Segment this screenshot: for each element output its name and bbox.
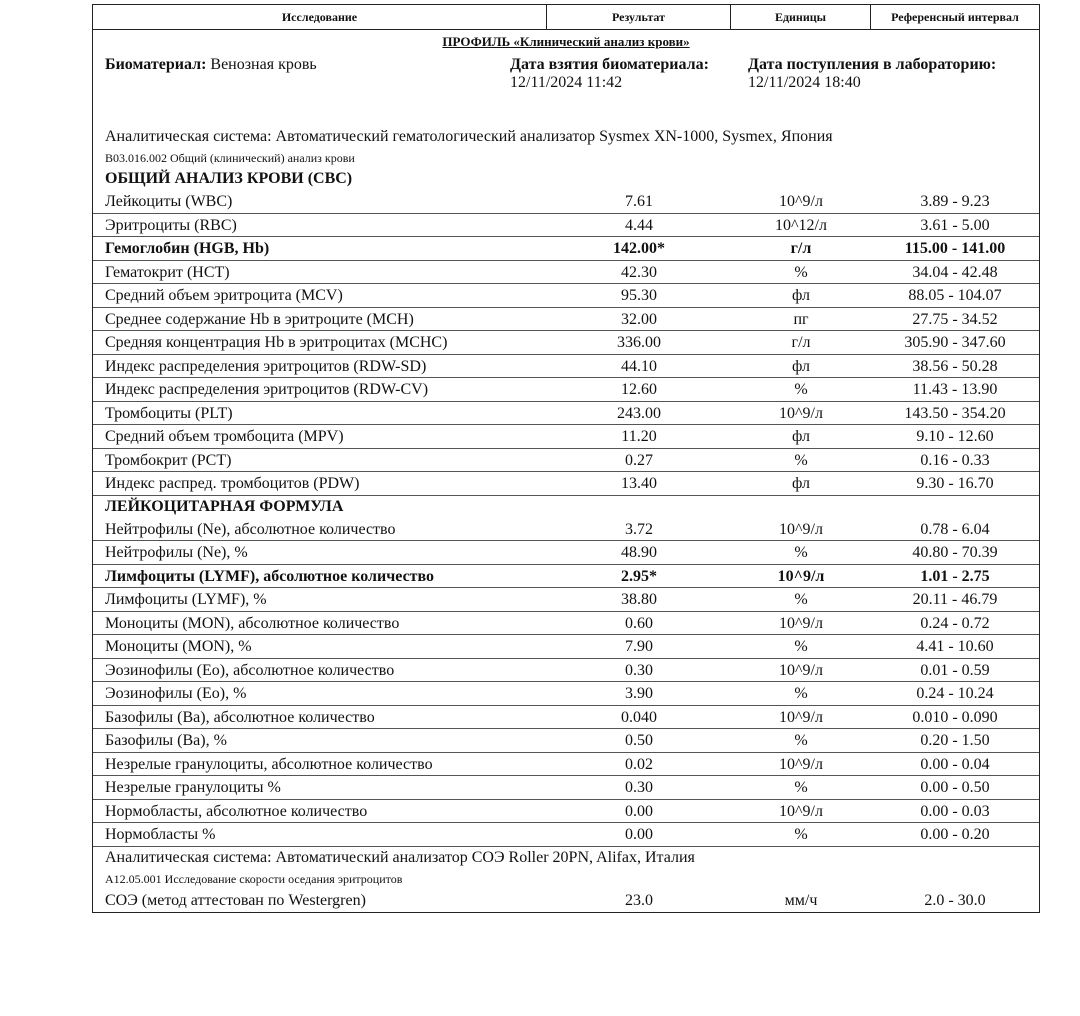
table-row [93,284,1039,308]
row-unit: фл [792,428,810,445]
row-unit: фл [792,475,810,492]
row-unit: % [794,451,808,469]
row-unit: мм/ч [784,891,818,909]
table-header [92,4,1040,30]
table-row [93,378,1039,402]
row-name: Лимфоциты (LYMF), % [105,591,267,608]
row-value: 38.80 [621,591,657,608]
row-unit: % [794,638,808,655]
row-reference: 38.56 - 50.28 [912,357,998,375]
table-row [93,565,1039,589]
row-unit: % [794,826,808,843]
row-name: Средняя концентрация Hb в эритроцитах (MCHC) [105,334,448,351]
row-unit: фл [792,357,810,375]
row-name: Лейкоциты (WBC) [105,193,233,210]
row-reference: 0.01 - 0.59 [920,661,990,679]
row-value: 7.90 [625,638,653,655]
row-reference: 34.04 - 42.48 [912,263,998,281]
row-value: 44.10 [621,357,657,375]
row-name: Эозинофилы (Eo), абсолютное количество [105,661,395,679]
row-value: 0.30 [625,779,653,796]
row-reference: 305.90 - 347.60 [904,334,1006,351]
table-row [93,800,1039,824]
row-name: Индекс распред. тромбоцитов (PDW) [105,475,360,492]
row-name: Нормобласты, абсолютное количество [105,802,368,820]
section-cbc-title: ОБЩИЙ АНАЛИЗ КРОВИ (CBC) [105,170,353,187]
row-value: 42.30 [621,263,657,281]
row-name: Нормобласты % [105,826,216,843]
service-code-2: A12.05.001 Исследование скорости оседания эритроцитов [105,871,403,886]
row-unit: фл [792,287,810,304]
row-reference: 11.43 - 13.90 [912,381,998,398]
sample-taken [510,54,748,126]
table-row [93,472,1039,496]
row-value: 0.00 [625,802,653,820]
row-name: Базофилы (Ba), % [105,732,227,749]
table-row [93,355,1039,379]
table-row [93,659,1039,683]
report-body [92,30,1040,913]
row-unit: 10^9/л [779,802,823,820]
row-unit: 10^9/л [779,755,823,773]
row-value: 3.90 [625,685,653,702]
row-reference: 9.10 - 12.60 [916,428,994,445]
row-name: СОЭ (метод аттестован по Westergren) [105,891,366,909]
row-reference: 0.20 - 1.50 [920,732,990,749]
table-row [93,449,1039,473]
sample-received-label: Дата поступления в лабораторию: [748,56,997,73]
row-unit: 10^9/л [779,404,823,422]
header-test: Исследование [93,5,547,29]
row-reference: 0.16 - 0.33 [920,451,990,469]
leukocyte-table [93,518,1039,847]
table-row [93,308,1039,332]
row-value: 7.61 [625,193,653,210]
service-code-1: B03.016.002 Общий (клинический) анализ крови [105,151,355,165]
sample-taken-value: 12/11/2024 11:42 [510,74,623,91]
row-reference: 0.24 - 10.24 [916,685,994,702]
row-value: 2.95* [621,567,657,585]
table-row [93,261,1039,285]
row-unit: 10^9/л [777,567,825,585]
row-value: 32.00 [621,310,657,328]
row-value: 4.44 [625,216,653,234]
row-name: Моноциты (MON), % [105,638,252,655]
row-name: Моноциты (MON), абсолютное количество [105,614,400,632]
row-value: 13.40 [621,475,657,492]
table-row [93,753,1039,777]
row-unit: г/л [790,240,812,257]
biomaterial-value: Венозная кровь [210,56,317,73]
row-name: Индекс распределения эритроцитов (RDW-CV) [105,381,429,398]
row-reference: 1.01 - 2.75 [920,567,990,585]
row-reference: 27.75 - 34.52 [912,310,998,328]
row-value: 0.02 [625,755,653,773]
row-reference: 2.0 - 30.0 [924,891,986,909]
row-unit: % [794,685,808,702]
row-value: 0.30 [625,661,653,679]
row-value: 336.00 [617,334,661,351]
table-row [93,425,1039,449]
table-row [93,541,1039,565]
row-unit: 10^9/л [779,708,823,726]
biomaterial-block [93,54,1039,126]
row-value: 0.60 [625,614,653,632]
row-reference: 3.61 - 5.00 [920,216,990,234]
row-unit: % [794,544,808,561]
row-name: Средний объем эритроцита (MCV) [105,287,343,304]
table-row [93,823,1039,847]
row-reference: 3.89 - 9.23 [920,193,990,210]
row-value: 23.0 [625,891,653,909]
table-row-esr [93,889,1039,913]
row-unit: % [794,779,808,796]
row-name: Тромбоциты (PLT) [105,404,233,422]
row-value: 142.00* [613,240,665,257]
table-row [93,331,1039,355]
sample-taken-label: Дата взятия биоматериала: [510,56,709,73]
row-name: Нейтрофилы (Ne), абсолютное количество [105,520,396,538]
row-value: 12.60 [621,381,657,398]
row-value: 95.30 [621,287,657,304]
biomaterial [93,54,510,126]
row-unit: % [794,732,808,749]
analytical-system-2: Аналитическая система: Автоматический анализатор СОЭ Roller 20PN, Alifax, Италия [105,848,695,866]
row-value: 48.90 [621,544,657,561]
row-value: 0.50 [625,732,653,749]
table-row [93,706,1039,730]
row-unit: % [794,263,808,281]
sample-received-value: 12/11/2024 18:40 [748,74,861,91]
row-reference: 115.00 - 141.00 [904,240,1006,257]
row-name: Базофилы (Ba), абсолютное количество [105,708,375,726]
row-value: 0.00 [625,826,653,843]
row-unit: 10^9/л [779,661,823,679]
row-name: Гематокрит (HCT) [105,263,230,281]
row-reference: 0.010 - 0.090 [912,708,998,726]
row-reference: 143.50 - 354.20 [904,404,1006,422]
row-name: Средний объем тромбоцита (MPV) [105,428,344,445]
row-reference: 20.11 - 46.79 [912,591,998,608]
analytical-system-1: Аналитическая система: Автоматический гематологический анализатор Sysmex XN-1000, Sysmex, Япония [105,128,833,145]
row-value: 0.27 [625,451,653,469]
row-unit: % [794,591,808,608]
table-row [93,237,1039,261]
row-unit: 10^9/л [779,193,823,210]
lab-report-sheet [92,4,1040,913]
header-reference: Референсный интервал [891,9,1019,24]
row-reference: 0.00 - 0.20 [920,826,990,843]
row-unit: 10^9/л [779,614,823,632]
row-value: 243.00 [617,404,661,422]
row-reference: 0.00 - 0.04 [920,755,990,773]
table-row [93,776,1039,800]
row-reference: 0.78 - 6.04 [920,520,990,538]
row-unit: г/л [791,334,811,351]
row-reference: 0.24 - 0.72 [920,614,990,632]
row-name: Тромбокрит (PCT) [105,451,232,469]
table-row [93,518,1039,542]
row-name: Лимфоциты (LYMF), абсолютное количество [105,567,435,585]
row-unit: % [794,381,808,398]
row-value: 11.20 [621,428,657,445]
row-reference: 0.00 - 0.50 [920,779,990,796]
sample-received [748,54,1039,126]
row-name: Среднее содержание Hb в эритроците (MCH) [105,310,414,328]
row-name: Эритроциты (RBC) [105,216,237,234]
row-value: 3.72 [625,520,653,538]
table-row [93,214,1039,238]
table-row [93,635,1039,659]
table-row [93,729,1039,753]
profile-title: ПРОФИЛЬ «Клинический анализ крови» [442,34,690,49]
row-reference: 0.00 - 0.03 [920,802,990,820]
row-reference: 9.30 - 16.70 [916,475,994,492]
row-unit: 10^12/л [775,216,827,234]
row-name: Незрелые гранулоциты % [105,779,281,796]
table-row [93,190,1039,214]
row-name: Эозинофилы (Eo), % [105,685,247,702]
row-reference: 40.80 - 70.39 [912,544,998,561]
row-name: Гемоглобин (HGB, Hb) [105,240,270,257]
cbc-table [93,190,1039,496]
row-reference: 88.05 - 104.07 [908,287,1002,304]
row-reference: 4.41 - 10.60 [916,638,994,655]
table-row [93,588,1039,612]
row-value: 0.040 [621,708,657,726]
row-name: Нейтрофилы (Ne), % [105,544,248,561]
header-result: Результат [547,5,731,29]
section-leukocyte-title: ЛЕЙКОЦИТАРНАЯ ФОРМУЛА [105,497,344,515]
table-row [93,612,1039,636]
table-row [93,402,1039,426]
row-name: Незрелые гранулоциты, абсолютное количество [105,755,433,773]
row-name: Индекс распределения эритроцитов (RDW-SD) [105,357,427,375]
row-unit: 10^9/л [779,520,823,538]
header-units: Единицы [731,5,871,29]
biomaterial-label: Биоматериал: [105,56,207,73]
row-unit: пг [793,310,809,328]
table-row [93,682,1039,706]
